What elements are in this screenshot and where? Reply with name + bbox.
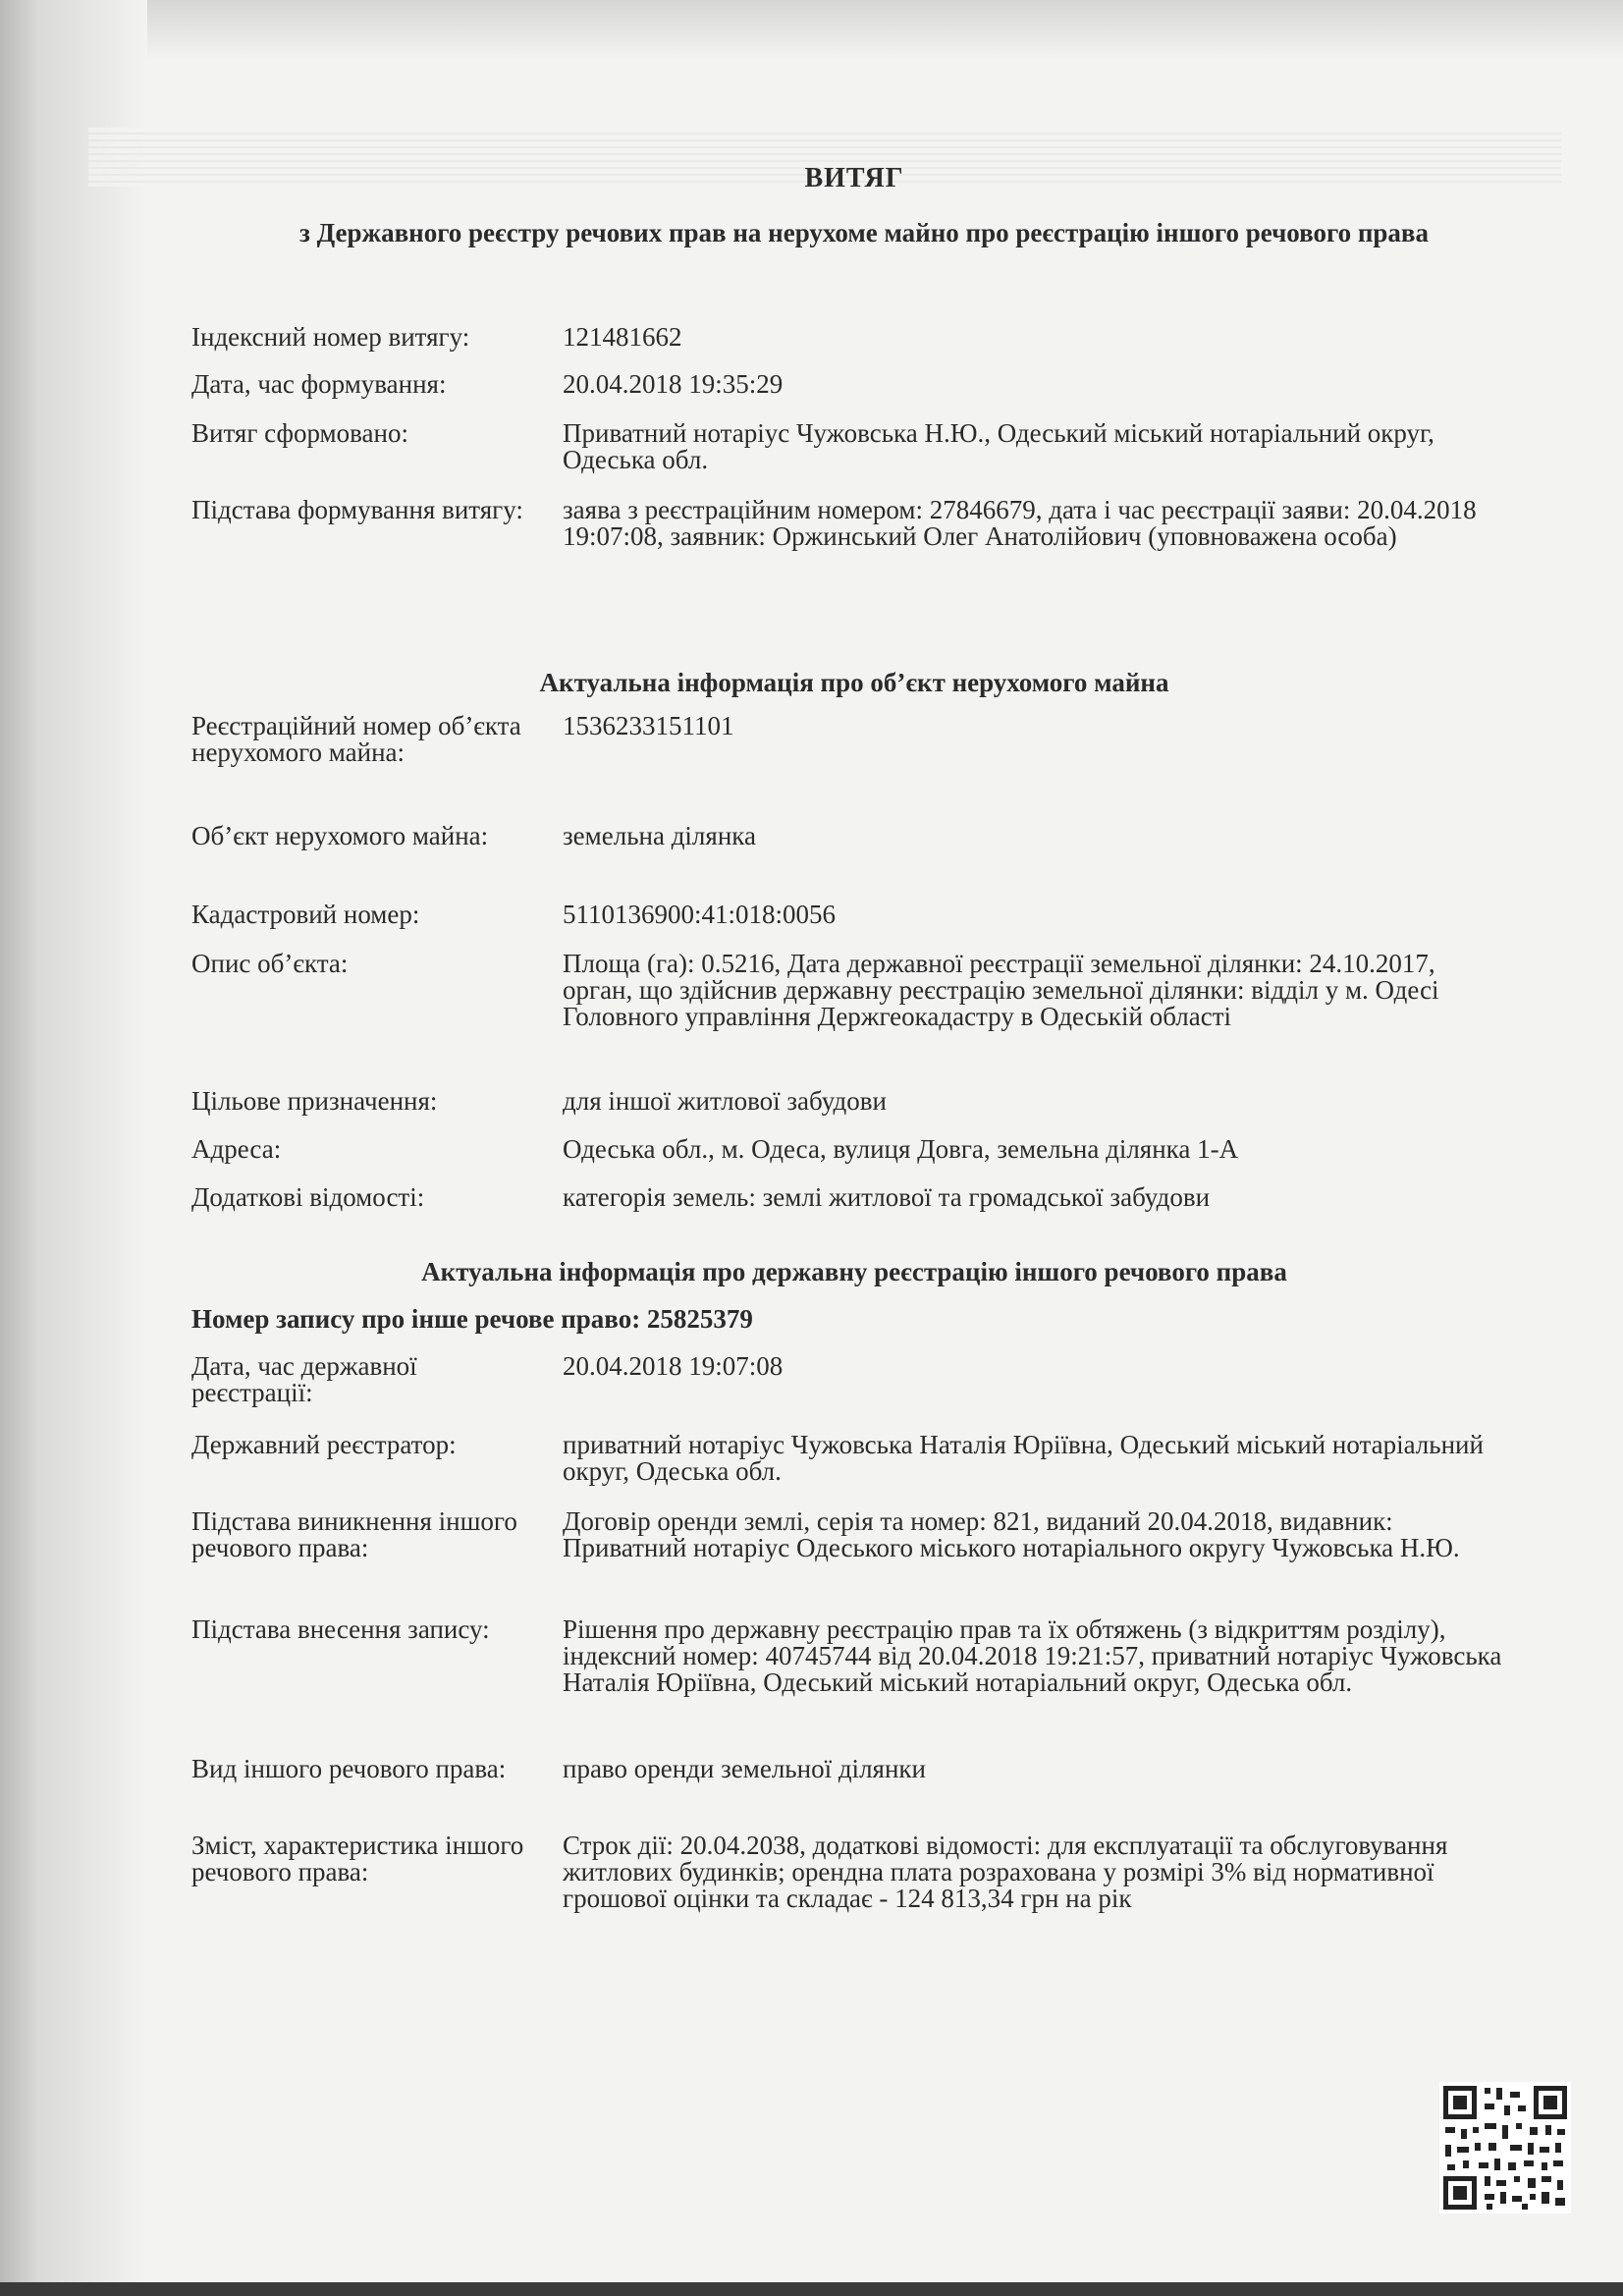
scan-bottom-edge — [0, 2282, 1623, 2296]
right-row-label: Вид іншого речового права: — [191, 1754, 507, 1783]
index-label: Індексний номер витягу: — [191, 322, 470, 352]
index-value: 121481662 — [563, 322, 682, 352]
object-row-label: Кадастровий номер: — [191, 900, 420, 929]
object-row-value: Площа (га): 0.5216, Дата державної реєстрації земельної ділянки: 24.10.2017, орган, що здійснив державну реєстрацію земельної ділянки: відділ у м. Одесі Головного управління Держгеокадастру в Одеській області — [563, 949, 1439, 1031]
qr-code-graphic — [1439, 2082, 1571, 2214]
right-row-value: Договір оренди землі, серія та номер: 821, виданий 20.04.2018, видавник: Приватний нотаріус Одеського міського нотаріального округу Чужовська Н.Ю. — [563, 1506, 1460, 1562]
basis-label: Підстава формування витягу: — [191, 495, 523, 524]
object-row-label: Адреса: — [191, 1134, 282, 1164]
document-title: ВИТЯГ — [804, 163, 904, 193]
object-row-label: Об’єкт нерухомого майна: — [191, 821, 489, 850]
datetime-label: Дата, час формування: — [191, 369, 447, 399]
object-row-label: Реєстраційний номер об’єкта нерухомого майна: — [191, 711, 521, 767]
right-row-label: Зміст, характеристика іншого речового права: — [191, 1831, 524, 1886]
object-row-value: 5110136900:41:018:0056 — [563, 900, 837, 929]
right-row-label: Державний реєстратор: — [191, 1430, 457, 1459]
formed-label: Витяг сформовано: — [191, 418, 408, 448]
scan-shadow — [0, 0, 1623, 59]
basis-value: заява з реєстраційним номером: 27846679, дата і час реєстрації заяви: 20.04.2018 19:07:08, заявник: Оржинський Олег Анатолійович (уповноважена особа) — [563, 495, 1477, 551]
right-row-value: Рішення про державну реєстрацію прав та їх обтяжень (з відкриттям розділу), індексний номер: 40745744 від 20.04.2018 19:21:57, приватний нотаріус Чужовська Наталія Юріївна, Одеський міський нотаріальний округ, Одеська обл. — [563, 1614, 1502, 1697]
object-row-value: земельна ділянка — [563, 821, 756, 850]
datetime-value: 20.04.2018 19:35:29 — [563, 369, 784, 399]
object-row-label: Цільове призначення: — [191, 1086, 438, 1116]
document-subtitle: з Державного реєстру речових прав на нерухоме майно про реєстрацію іншого речового права — [298, 218, 1430, 247]
object-row-value: Одеська обл., м. Одеса, вулиця Довга, земельна ділянка 1-А — [563, 1134, 1239, 1164]
right-section-heading: Актуальна інформація про державну реєстрацію іншого речового права — [421, 1257, 1287, 1286]
right-row-value: 20.04.2018 19:07:08 — [563, 1351, 784, 1381]
right-row-label: Дата, час державної реєстрації: — [191, 1351, 417, 1407]
record-number: Номер запису про інше речове право: 25825379 — [191, 1304, 753, 1334]
object-section-heading: Актуальна інформація про об’єкт нерухомого майна — [539, 668, 1169, 697]
object-row-value: для іншої житлової забудови — [563, 1086, 887, 1116]
object-row-value: категорія земель: землі житлової та громадської забудови — [563, 1182, 1211, 1212]
page-fold-shadow — [0, 0, 147, 2296]
right-row-label: Підстава внесення запису: — [191, 1614, 490, 1644]
right-row-value: право оренди земельної ділянки — [563, 1754, 926, 1783]
object-row-label: Додаткові відомості: — [191, 1182, 425, 1212]
object-row-label: Опис об’єкта: — [191, 949, 349, 978]
formed-value: Приватний нотаріус Чужовська Н.Ю., Одеський міський нотаріальний округ, Одеська обл. — [563, 418, 1434, 474]
right-row-value: Строк дії: 20.04.2038, додаткові відомості: для експлуатації та обслуговування житлових будинків; орендна плата розрахована у розмірі 3% від нормативної грошової оцінки та складає - 124 813,34 грн на рік — [563, 1831, 1448, 1913]
qr-code-icon — [1439, 2082, 1571, 2214]
object-row-value: 1536233151101 — [563, 711, 734, 740]
right-row-label: Підстава виникнення іншого речового права: — [191, 1506, 517, 1562]
right-row-value: приватний нотаріус Чужовська Наталія Юріївна, Одеський міський нотаріальний округ, Одеська обл. — [563, 1430, 1484, 1486]
